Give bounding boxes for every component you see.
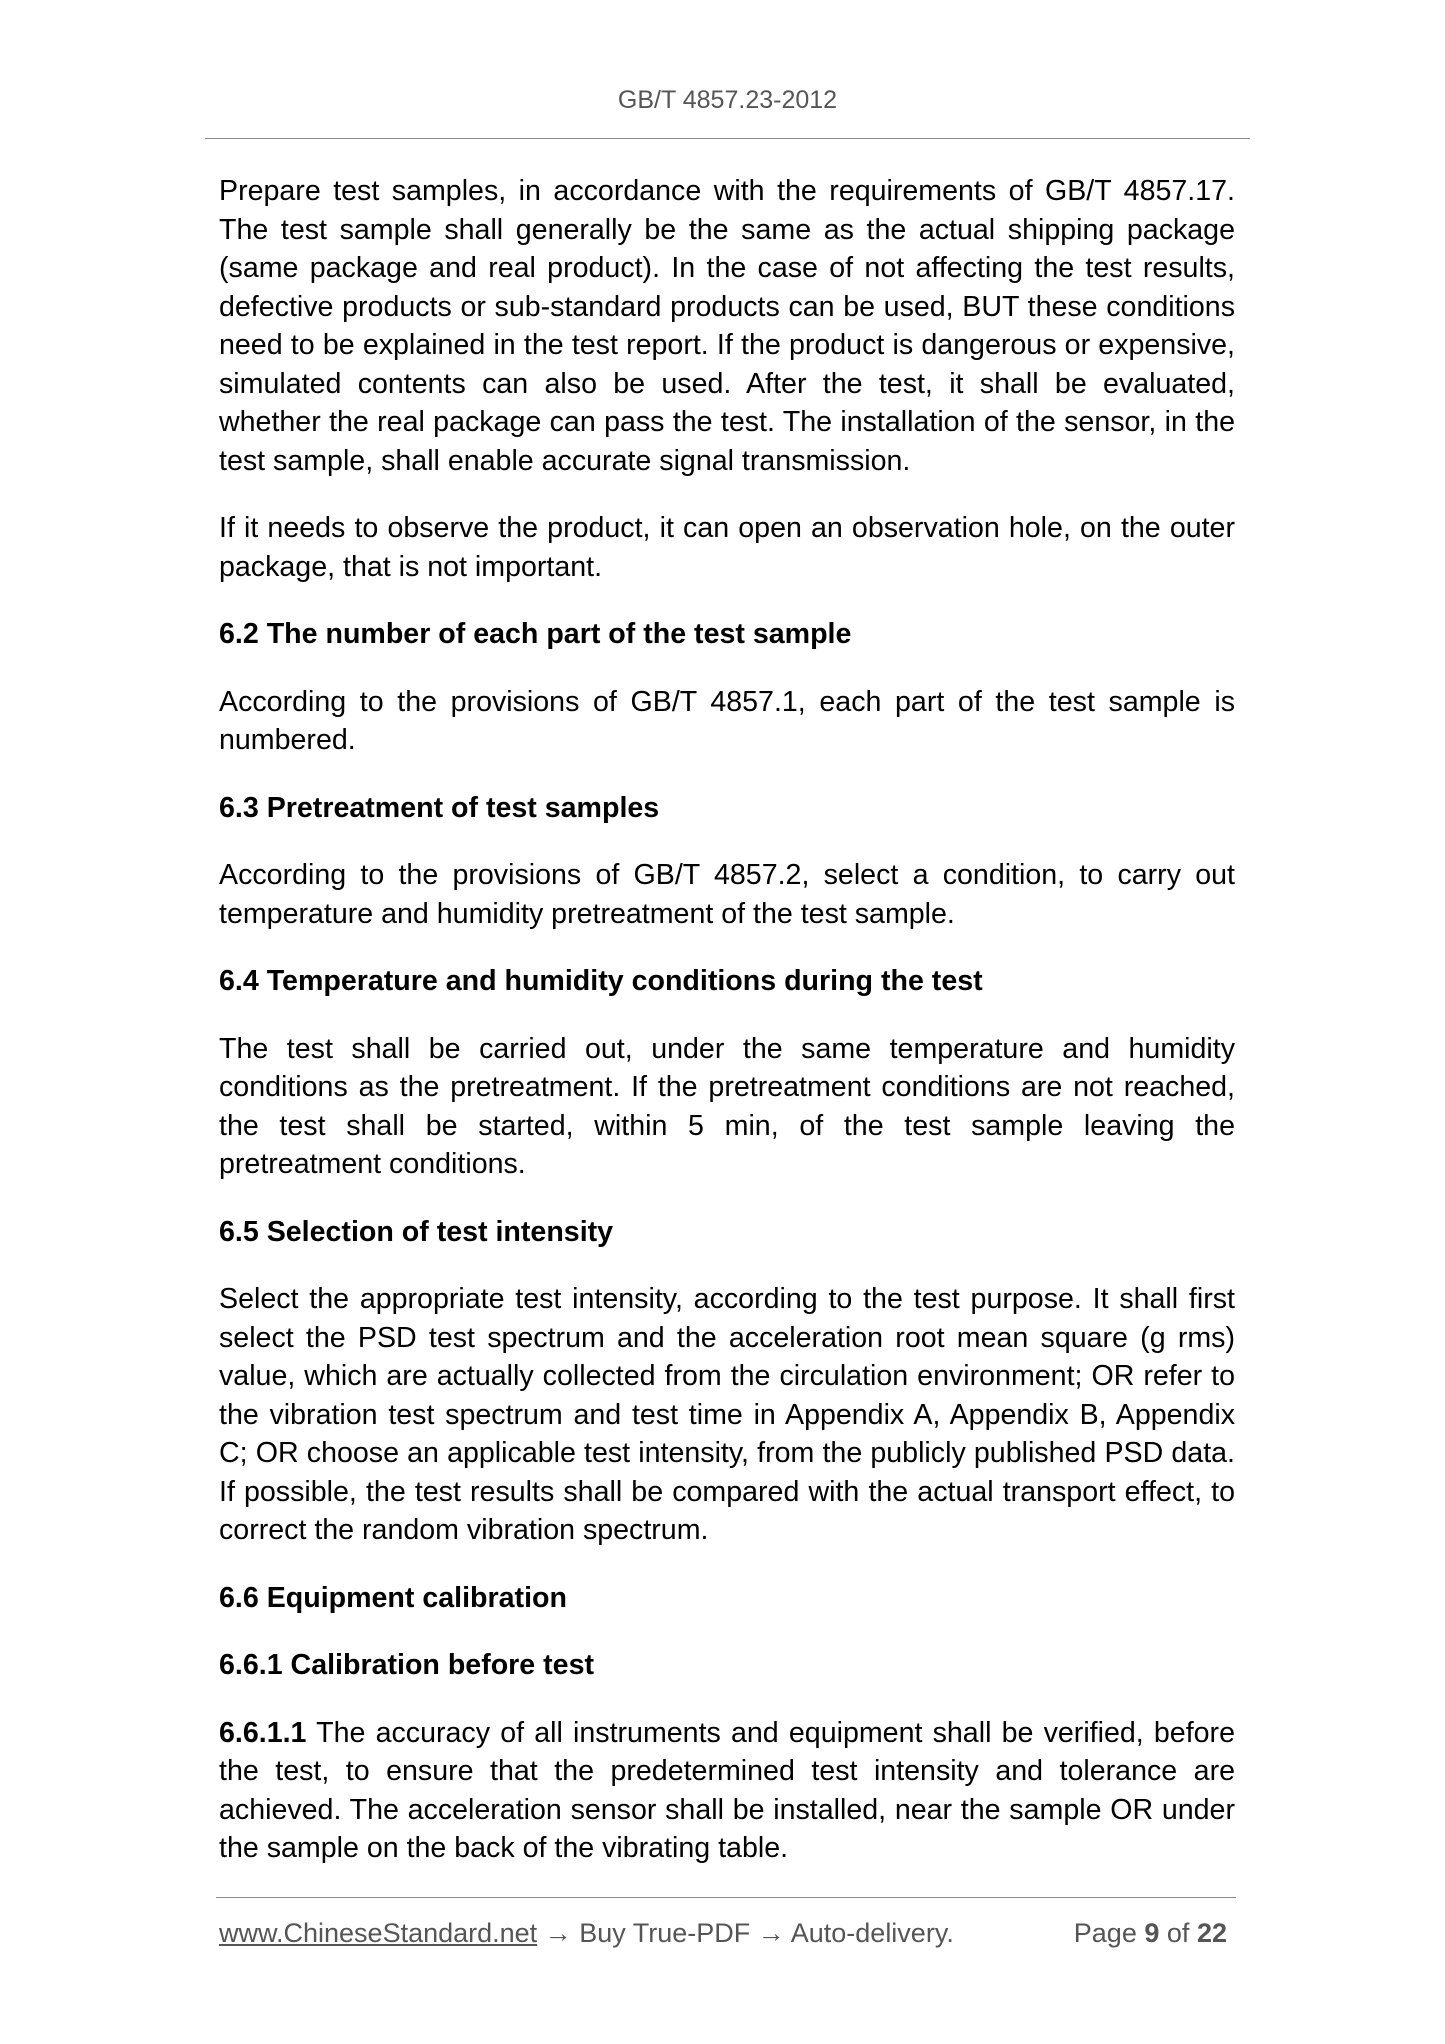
paragraph-6-4: The test shall be carried out, under the same temperature and humidity conditions as the pretreatment. If the pretreatment conditions are not reached, the test shall be started, within 5 min, of the test sample leaving the pretreatment conditions. xyxy=(219,1032,1235,1180)
paragraph-6-5: Select the appropriate test intensity, according to the test purpose. It shall first select the PSD test spectrum and the acceleration root mean square (g rms) value, which are actually collected from the circulation environment; OR refer to the vibration test spectrum and test time in Appendix A, Appendix B, Appendix C; OR choose an applicable test intensity, from the publicly published PSD data. If possible, the test results shall be compared with the actual transport effect, to correct the random vibration spectrum. xyxy=(219,1283,1235,1546)
clause-number-6-6-1-1: 6.6.1.1 xyxy=(219,1716,307,1749)
clause-text-6-6-1-1: The accuracy of all instruments and equipment shall be verified, before the test, to ensure that the predetermined test intensity and tolerance are achieved. The acceleration sensor shall be installed, near the sample OR under the sample on the back of the vibrating table. xyxy=(219,1716,1235,1864)
footer-promo-text: → Buy True-PDF → Auto-delivery. xyxy=(537,1918,954,1948)
heading-6-2: 6.2 The number of each part of the test sample xyxy=(219,618,852,650)
heading-6-3: 6.3 Pretreatment of test samples xyxy=(219,791,660,824)
page-content xyxy=(219,172,1235,1897)
heading-6-6-1: 6.6.1 Calibration before test xyxy=(219,1649,594,1681)
page-label: Page xyxy=(1073,1918,1137,1948)
page-current: 9 xyxy=(1144,1918,1160,1948)
paragraph-sample-preparation: Prepare test samples, in accordance with the requirements of GB/T 4857.17. The test sample shall generally be the same as the actual shipping package (same package and real product). In the case of not affecting the test results, defective products or sub-standard products can be used, BUT these conditions need to be explained in the test report. If the product is dangerous or expensive, simulated contents can also be used. After the test, it shall be evaluated, whether the real package can pass the test. The installation of the sensor, in the test sample, shall enable accurate signal transmission. xyxy=(219,175,1235,477)
document-id-header: GB/T 4857.23-2012 xyxy=(617,86,838,114)
paragraph-6-6-1-1 xyxy=(219,1714,1235,1868)
page-indicator xyxy=(1074,1918,1227,1949)
page-footer xyxy=(219,1918,1227,1949)
header-divider xyxy=(205,138,1250,139)
heading-6-4: 6.4 Temperature and humidity conditions during the test xyxy=(219,965,983,997)
website-link[interactable]: www.ChineseStandard.net xyxy=(219,1918,538,1948)
page-of-label: of xyxy=(1166,1918,1190,1948)
heading-6-5: 6.5 Selection of test intensity xyxy=(219,1215,614,1248)
page-total: 22 xyxy=(1196,1918,1227,1948)
heading-6-6: 6.6 Equipment calibration xyxy=(219,1581,567,1614)
paragraph-observation-hole: If it needs to observe the product, it can open an observation hole, on the outer package, that is not important. xyxy=(219,512,1235,583)
paragraph-6-2: According to the provisions of GB/T 4857.1, each part of the test sample is numbered. xyxy=(219,685,1235,756)
paragraph-6-3: According to the provisions of GB/T 4857.2, select a condition, to carry out temperature and humidity pretreatment of the test sample. xyxy=(219,859,1235,930)
footer-left xyxy=(219,1918,954,1949)
footer-divider xyxy=(216,1897,1236,1898)
